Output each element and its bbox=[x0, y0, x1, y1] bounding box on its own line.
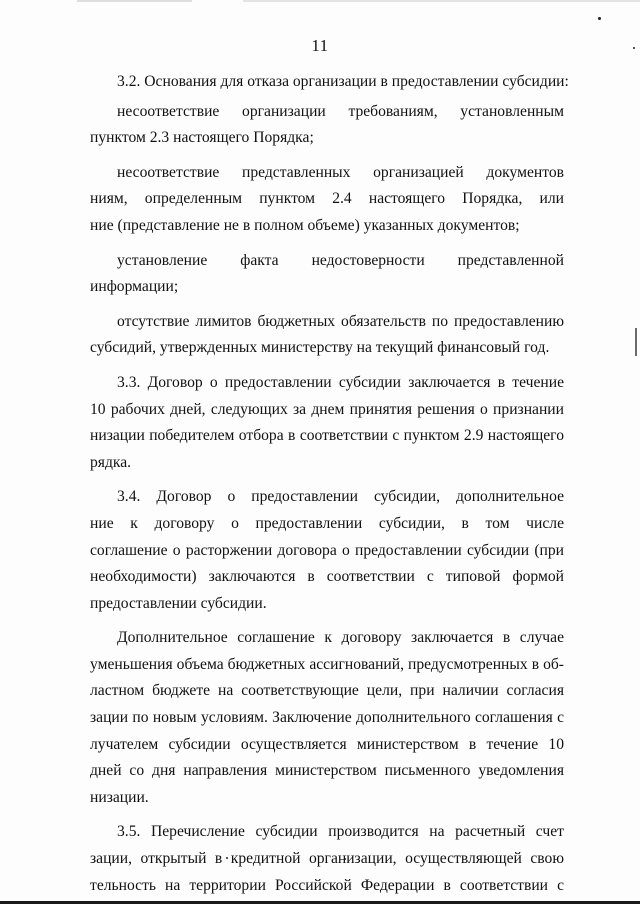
text-line: ластном бюджете на соответствующие цели, при наличии согласия bbox=[90, 682, 564, 700]
text-line: необходимости) заключаются в соответствии с типовой формой bbox=[90, 568, 564, 586]
page-number: 11 bbox=[311, 36, 329, 55]
text-line: низации. bbox=[90, 788, 149, 806]
text-line: лучателем субсидии осуществляется министерством в течение 10 bbox=[90, 735, 564, 753]
scan-artifact-top bbox=[0, 0, 640, 2]
text-line: субсидий, утвержденных министерству на текущий финансовый год. bbox=[90, 339, 550, 357]
text-line: ниям, определенным пунктом 2.4 настоящего Порядка, или bbox=[90, 190, 564, 208]
text-line: 10 рабочих дней, следующих за днем принятия решения о признании bbox=[90, 400, 564, 418]
text-line: пунктом 2.3 настоящего Порядка; bbox=[90, 129, 314, 147]
text-line: зации по новым условиям. Заключение дополнительного соглашения с bbox=[90, 709, 564, 727]
text-line: несоответствие организации требованиям, установленным bbox=[117, 102, 564, 120]
text-line: тельность на территории Российской Федерации в соответствии с bbox=[90, 876, 564, 894]
text-line: дней со дня направления министерством письменного уведомления bbox=[90, 762, 564, 780]
text-line: уменьшения объема бюджетных ассигнований, предусмотренных в об- bbox=[90, 655, 564, 673]
text-line: предоставлении субсидии. bbox=[90, 594, 267, 612]
text-line: соглашение о расторжении договора о предоставлении субсидии (при bbox=[90, 541, 564, 559]
text-line: 3.3. Договор о предоставлении субсидии заключается в течение bbox=[117, 373, 564, 391]
text-line: несоответствие представленных организацией документов bbox=[117, 163, 564, 181]
text-line: информации; bbox=[90, 278, 179, 296]
text-line: отсутствие лимитов бюджетных обязательств по предоставлению bbox=[117, 312, 564, 330]
text-line: 3.2. Основания для отказа организации в предоставлении субсидии: bbox=[117, 73, 569, 90]
text-line: ние к договору о предоставлении субсидии, в том числе bbox=[90, 514, 564, 532]
text-line: установление факта недостоверности представленной bbox=[117, 251, 564, 269]
text-line: 3.4. Договор о предоставлении субсидии, дополнительное bbox=[117, 488, 564, 506]
scan-artifact-right bbox=[635, 328, 637, 356]
text-line: низации победителем отбора в соответствии с пунктом 2.9 настоящего bbox=[90, 427, 564, 445]
document-text bbox=[90, 69, 569, 899]
text-line: 3.5. Перечисление субсидии производится на расчетный счет bbox=[117, 823, 564, 841]
text-line: Дополнительное соглашение к договору заключается в случае bbox=[117, 629, 564, 647]
text-line: рядка. bbox=[90, 453, 132, 471]
scan-speck bbox=[598, 17, 601, 20]
text-line: ние (представление не в полном объеме) указанных документов; bbox=[90, 216, 520, 234]
text-line: зации, открытый в кредитной организации, осуществляющей свою bbox=[90, 850, 564, 868]
